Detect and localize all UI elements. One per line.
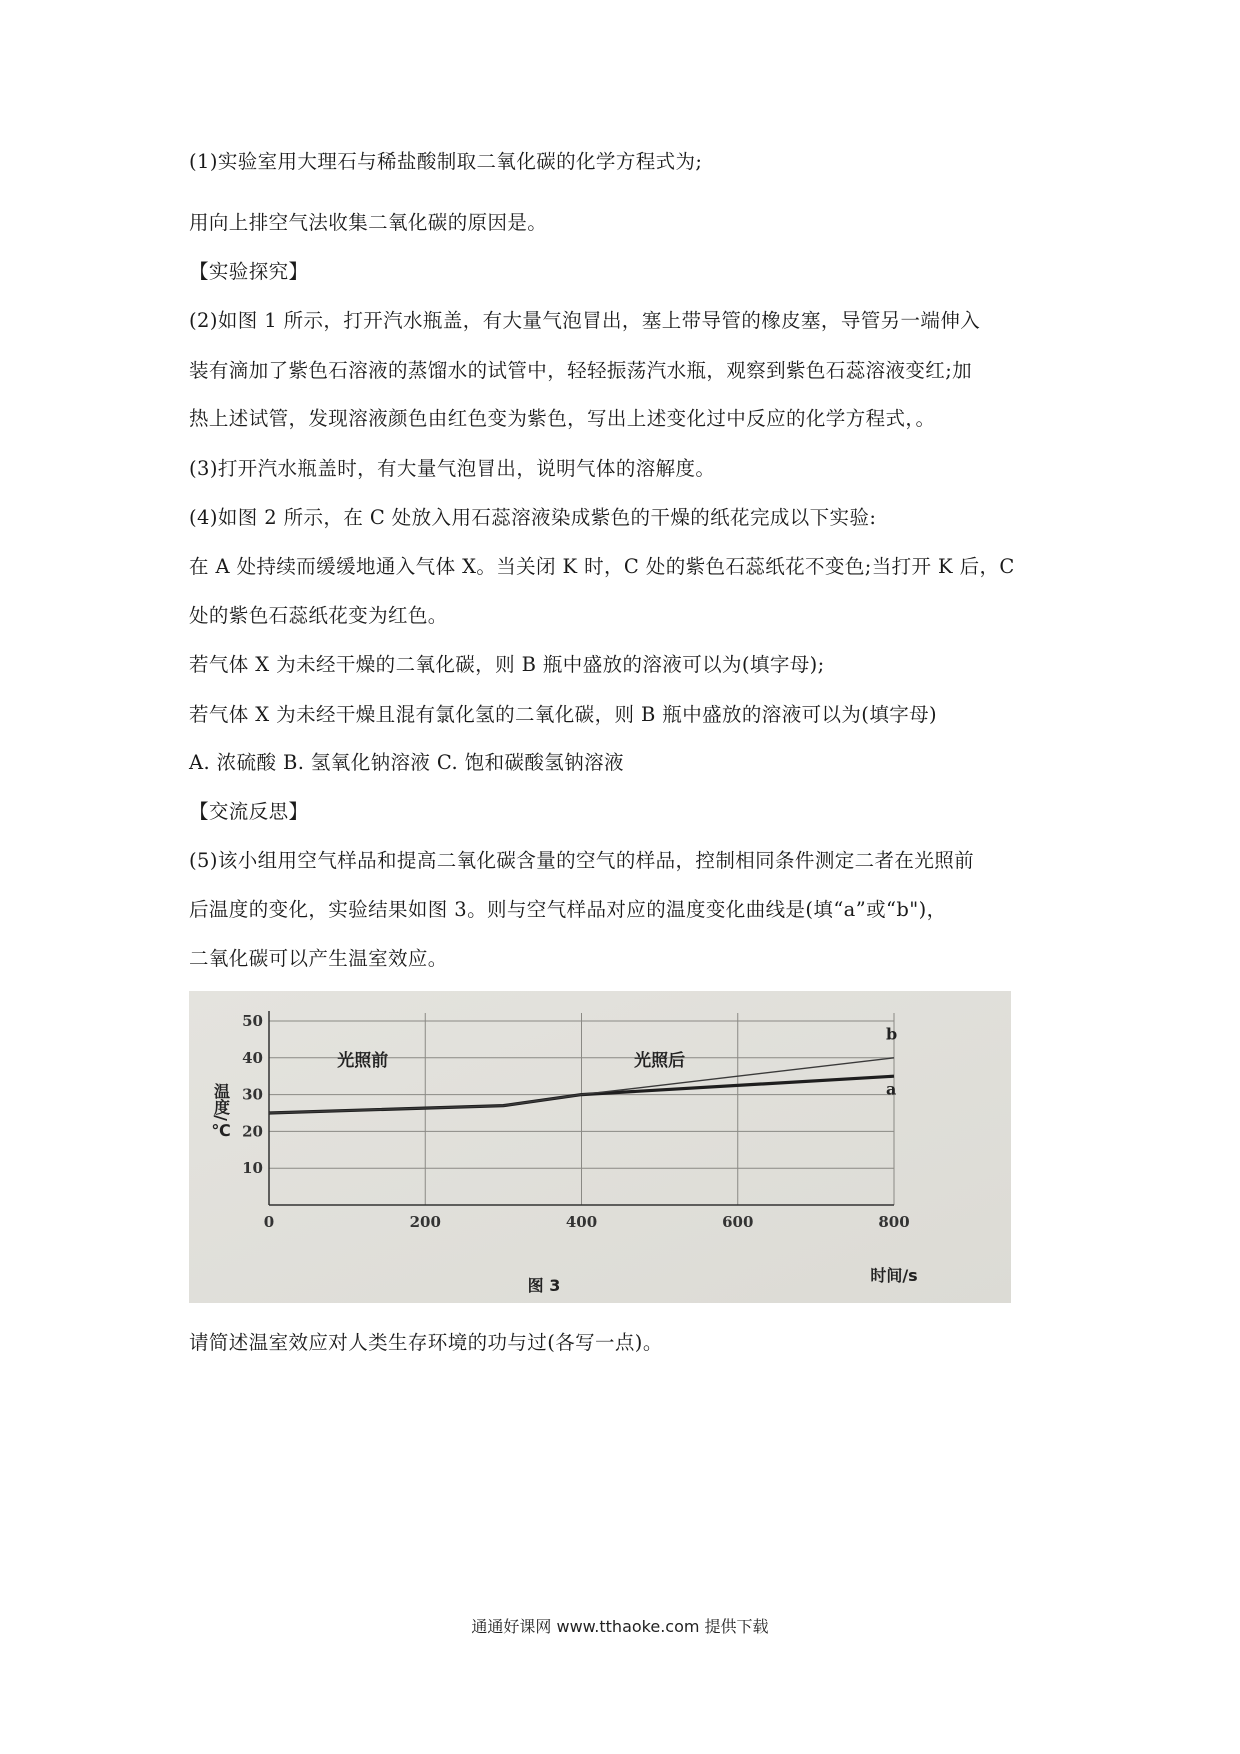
text-line-7: (3)打开汽水瓶盖时，有大量气泡冒出，说明气体的溶解度。: [189, 457, 716, 480]
text-line-4: (2)如图 1 所示，打开汽水瓶盖，有大量气泡冒出，塞上带导管的橡皮塞，导管另一端伸入: [189, 309, 981, 332]
figure-3-chart: [189, 991, 1011, 1303]
x-tick-label: 0: [263, 1213, 275, 1231]
chart-svg: [189, 991, 1011, 1303]
text-line-10: 处的紫色石蕊纸花变为红色。: [189, 604, 448, 627]
y-tick-label: 50: [242, 1012, 263, 1030]
y-tick-label: 20: [242, 1122, 263, 1141]
text-line-9: 在 A 处持续而缓缓地通入气体 X。当关闭 K 时，C 处的紫色石蕊纸花不变色;当打开 K 后，C: [189, 555, 1015, 578]
x-tick-label: 200: [409, 1213, 441, 1231]
x-tick-label: 400: [565, 1213, 598, 1231]
x-axis-label: 时间/s: [870, 1266, 918, 1285]
series-label-a: a: [886, 1079, 897, 1099]
text-line-15: (5)该小组用空气样品和提高二氧化碳含量的空气的样品，控制相同条件测定二者在光照前: [189, 849, 975, 872]
section-heading-reflection: 【交流反思】: [189, 800, 309, 823]
annotation-before-light: 光照前: [337, 1050, 389, 1071]
text-line-11: 若气体 X 为未经干燥的二氧化碳，则 B 瓶中盛放的溶液可以为(填字母);: [189, 653, 825, 676]
y-axis-label: 温度/℃: [211, 1083, 231, 1140]
annotation-after-light: 光照后: [634, 1050, 686, 1071]
page-footer: 通通好课网 www.tthaoke.com 提供下载: [471, 1617, 769, 1636]
text-line-5: 装有滴加了紫色石溶液的蒸馏水的试管中，轻轻振荡汽水瓶，观察到紫色石蕊溶液变红;加: [189, 359, 973, 382]
x-tick-label: 800: [878, 1213, 910, 1231]
text-line-13: A. 浓硫酸 B. 氢氧化钠溶液 C. 饱和碳酸氢钠溶液: [189, 751, 624, 774]
series-label-b: b: [886, 1024, 898, 1044]
section-heading-experiment: 【实验探究】: [189, 260, 309, 283]
text-line-6: 热上述试管，发现溶液颜色由红色变为紫色，写出上述变化过中反应的化学方程式，。: [189, 407, 936, 430]
text-line-1: (1)实验室用大理石与稀盐酸制取二氧化碳的化学方程式为;: [189, 150, 703, 173]
text-line-8: (4)如图 2 所示，在 C 处放入用石蕊溶液染成紫色的干燥的纸花完成以下实验:: [189, 506, 877, 529]
text-line-2: 用向上排空气法收集二氧化碳的原因是。: [189, 211, 548, 234]
x-tick-label: 600: [722, 1213, 754, 1231]
text-line-17: 二氧化碳可以产生温室效应。: [189, 947, 448, 970]
y-tick-label: 10: [242, 1159, 263, 1178]
text-line-12: 若气体 X 为未经干燥且混有氯化氢的二氧化碳，则 B 瓶中盛放的溶液可以为(填字母): [189, 703, 938, 726]
y-tick-label: 30: [242, 1085, 263, 1104]
text-line-16: 后温度的变化，实验结果如图 3。则与空气样品对应的温度变化曲线是(填“a”或“b")，: [189, 898, 947, 921]
figure-caption: 图 3: [527, 1276, 561, 1295]
y-tick-label: 40: [242, 1048, 263, 1067]
text-line-after-figure: 请简述温室效应对人类生存环境的功与过(各写一点)。: [189, 1331, 663, 1354]
